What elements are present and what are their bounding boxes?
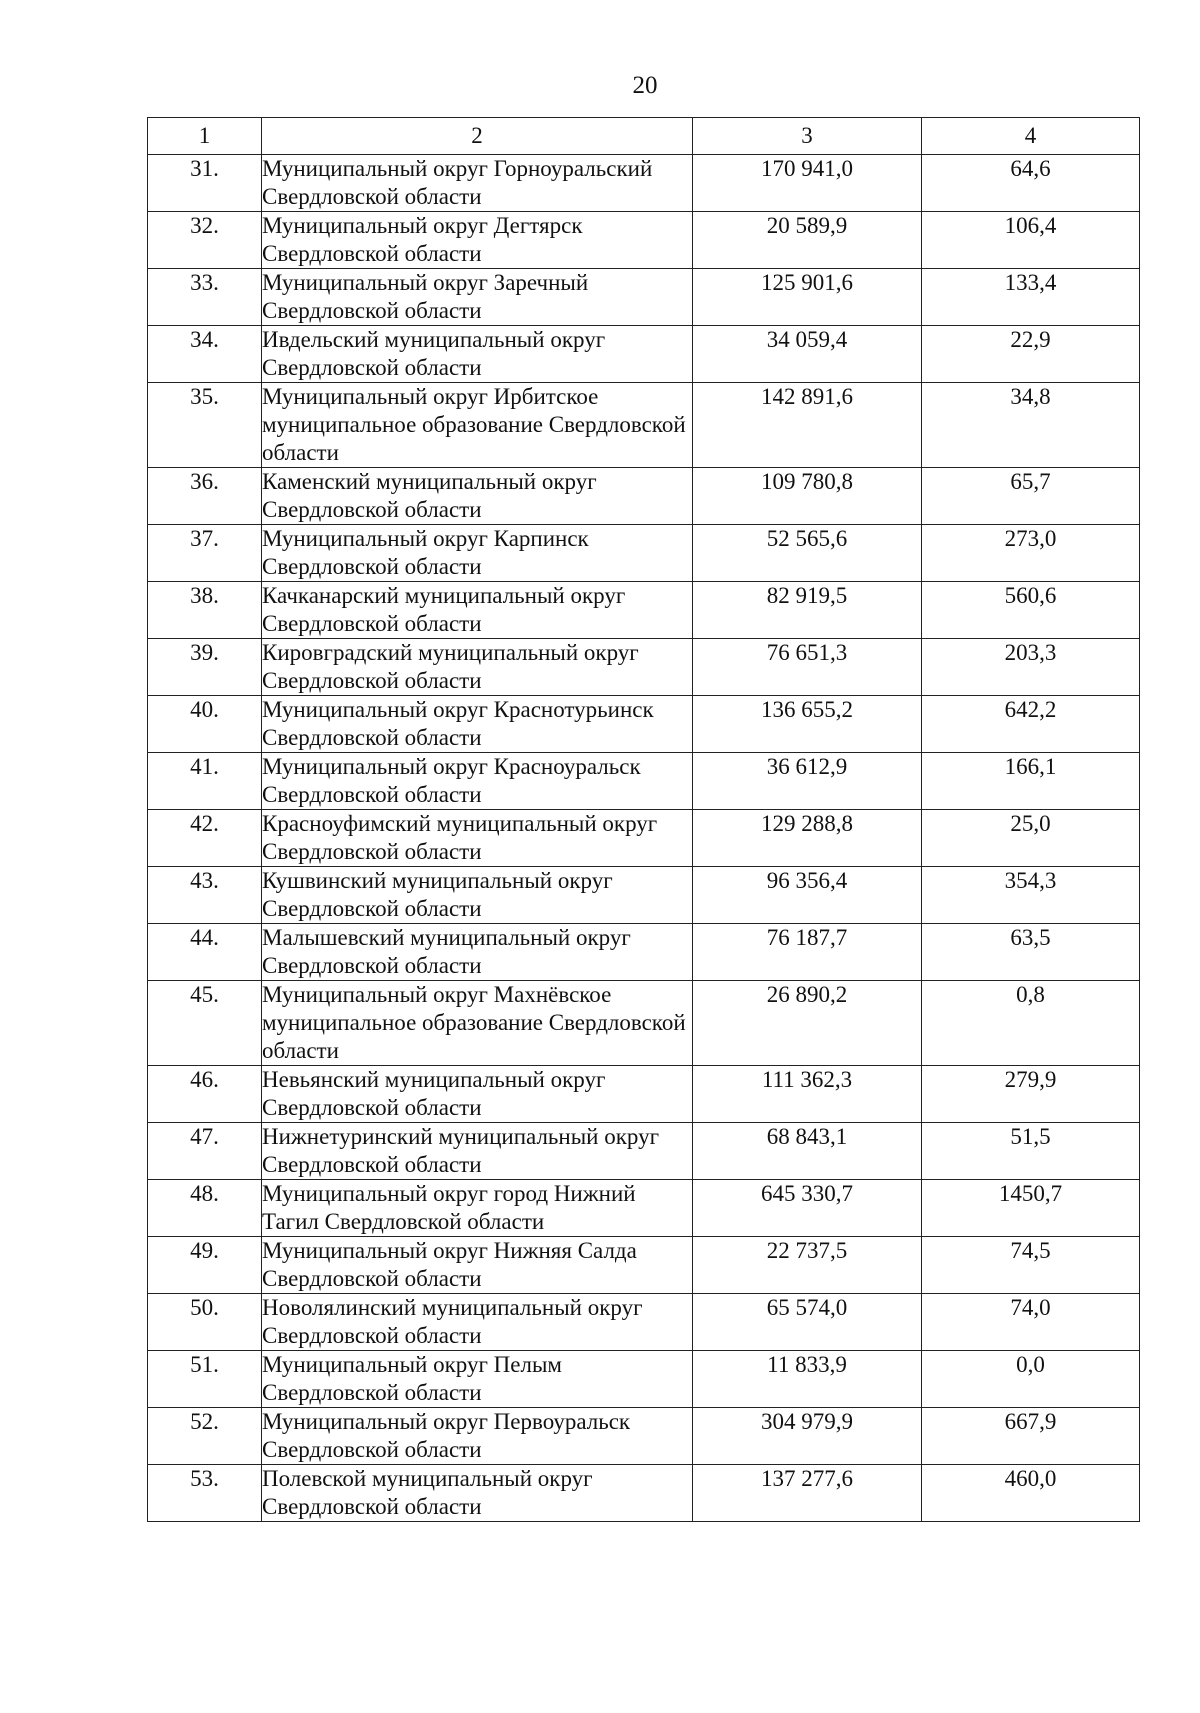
row-number-cell: 44. [148,924,262,981]
value-col4-cell: 273,0 [922,525,1140,582]
table-header [148,118,1140,155]
table-body [148,155,1140,1522]
value-col4-cell: 74,5 [922,1237,1140,1294]
value-col3-cell: 76 651,3 [693,639,922,696]
table-row [148,383,1140,468]
value-col3-cell: 52 565,6 [693,525,922,582]
table-row [148,1351,1140,1408]
municipality-name-cell: Муниципальный округ город Нижний Тагил Свердловской области [262,1180,693,1237]
value-col3-cell: 304 979,9 [693,1408,922,1465]
value-col3-cell: 645 330,7 [693,1180,922,1237]
value-col3-cell: 82 919,5 [693,582,922,639]
municipality-name-cell: Нижнетуринский муниципальный округ Свердловской области [262,1123,693,1180]
value-col4-cell: 74,0 [922,1294,1140,1351]
row-number-cell: 32. [148,212,262,269]
table-row [148,1237,1140,1294]
table-row [148,468,1140,525]
value-col4-cell: 166,1 [922,753,1140,810]
value-col4-cell: 65,7 [922,468,1140,525]
row-number-cell: 49. [148,1237,262,1294]
municipality-name-cell: Ивдельский муниципальный округ Свердловской области [262,326,693,383]
value-col4-cell: 106,4 [922,212,1140,269]
row-number-cell: 42. [148,810,262,867]
value-col4-cell: 25,0 [922,810,1140,867]
municipality-name-cell: Муниципальный округ Заречный Свердловской области [262,269,693,326]
municipality-name-cell: Каменский муниципальный округ Свердловской области [262,468,693,525]
table-row [148,269,1140,326]
page-number: 20 [632,72,658,99]
value-col3-cell: 125 901,6 [693,269,922,326]
municipality-name-cell: Муниципальный округ Ирбитское муниципальное образование Свердловской области [262,383,693,468]
row-number-cell: 45. [148,981,262,1066]
value-col4-cell: 279,9 [922,1066,1140,1123]
table-row [148,212,1140,269]
table-row [148,582,1140,639]
table-row [148,639,1140,696]
value-col3-cell: 111 362,3 [693,1066,922,1123]
value-col4-cell: 63,5 [922,924,1140,981]
table-row [148,1408,1140,1465]
row-number-cell: 35. [148,383,262,468]
municipality-name-cell: Муниципальный округ Нижняя Салда Свердловской области [262,1237,693,1294]
header-col-3: 3 [693,118,922,155]
table-row [148,753,1140,810]
value-col3-cell: 170 941,0 [693,155,922,212]
row-number-cell: 40. [148,696,262,753]
table-row [148,867,1140,924]
row-number-cell: 51. [148,1351,262,1408]
value-col4-cell: 64,6 [922,155,1140,212]
municipality-name-cell: Новолялинский муниципальный округ Свердловской области [262,1294,693,1351]
municipality-name-cell: Кушвинский муниципальный округ Свердловской области [262,867,693,924]
row-number-cell: 38. [148,582,262,639]
value-col3-cell: 34 059,4 [693,326,922,383]
header-col-4: 4 [922,118,1140,155]
value-col3-cell: 76 187,7 [693,924,922,981]
row-number-cell: 48. [148,1180,262,1237]
value-col4-cell: 51,5 [922,1123,1140,1180]
value-col4-cell: 1450,7 [922,1180,1140,1237]
row-number-cell: 33. [148,269,262,326]
value-col3-cell: 129 288,8 [693,810,922,867]
value-col3-cell: 65 574,0 [693,1294,922,1351]
municipality-name-cell: Муниципальный округ Пелым Свердловской области [262,1351,693,1408]
header-col-2: 2 [262,118,693,155]
value-col4-cell: 460,0 [922,1465,1140,1522]
table-row [148,696,1140,753]
municipality-name-cell: Муниципальный округ Дегтярск Свердловской области [262,212,693,269]
row-number-cell: 37. [148,525,262,582]
value-col4-cell: 560,6 [922,582,1140,639]
table-row [148,1123,1140,1180]
municipality-name-cell: Полевской муниципальный округ Свердловской области [262,1465,693,1522]
table-row [148,1180,1140,1237]
value-col3-cell: 36 612,9 [693,753,922,810]
value-col4-cell: 133,4 [922,269,1140,326]
value-col4-cell: 667,9 [922,1408,1140,1465]
row-number-cell: 47. [148,1123,262,1180]
row-number-cell: 50. [148,1294,262,1351]
header-col-1: 1 [148,118,262,155]
table-row [148,924,1140,981]
row-number-cell: 34. [148,326,262,383]
row-number-cell: 31. [148,155,262,212]
municipality-name-cell: Муниципальный округ Карпинск Свердловской области [262,525,693,582]
row-number-cell: 46. [148,1066,262,1123]
municipality-name-cell: Муниципальный округ Красноуральск Свердловской области [262,753,693,810]
value-col4-cell: 34,8 [922,383,1140,468]
municipality-name-cell: Муниципальный округ Махнёвское муниципальное образование Свердловской области [262,981,693,1066]
value-col3-cell: 142 891,6 [693,383,922,468]
value-col3-cell: 96 356,4 [693,867,922,924]
value-col3-cell: 20 589,9 [693,212,922,269]
value-col4-cell: 354,3 [922,867,1140,924]
table-row [148,1294,1140,1351]
table-row [148,326,1140,383]
value-col4-cell: 642,2 [922,696,1140,753]
value-col4-cell: 203,3 [922,639,1140,696]
value-col4-cell: 22,9 [922,326,1140,383]
row-number-cell: 41. [148,753,262,810]
municipality-name-cell: Муниципальный округ Горноуральский Свердловской области [262,155,693,212]
municipality-name-cell: Невьянский муниципальный округ Свердловской области [262,1066,693,1123]
table-row [148,525,1140,582]
row-number-cell: 52. [148,1408,262,1465]
table-row [148,1066,1140,1123]
municipality-name-cell: Красноуфимский муниципальный округ Свердловской области [262,810,693,867]
row-number-cell: 39. [148,639,262,696]
value-col3-cell: 109 780,8 [693,468,922,525]
value-col4-cell: 0,0 [922,1351,1140,1408]
value-col3-cell: 136 655,2 [693,696,922,753]
municipality-name-cell: Качканарский муниципальный округ Свердловской области [262,582,693,639]
value-col3-cell: 11 833,9 [693,1351,922,1408]
municipality-name-cell: Кировградский муниципальный округ Свердловской области [262,639,693,696]
row-number-cell: 43. [148,867,262,924]
header-row [148,118,1140,155]
value-col3-cell: 137 277,6 [693,1465,922,1522]
row-number-cell: 53. [148,1465,262,1522]
table-row [148,1465,1140,1522]
municipality-name-cell: Малышевский муниципальный округ Свердловской области [262,924,693,981]
value-col4-cell: 0,8 [922,981,1140,1066]
municipality-name-cell: Муниципальный округ Краснотурьинск Свердловской области [262,696,693,753]
municipality-name-cell: Муниципальный округ Первоуральск Свердловской области [262,1408,693,1465]
table-row [148,155,1140,212]
table-row [148,981,1140,1066]
row-number-cell: 36. [148,468,262,525]
value-col3-cell: 22 737,5 [693,1237,922,1294]
data-table [147,117,1140,1522]
table-row [148,810,1140,867]
value-col3-cell: 26 890,2 [693,981,922,1066]
value-col3-cell: 68 843,1 [693,1123,922,1180]
